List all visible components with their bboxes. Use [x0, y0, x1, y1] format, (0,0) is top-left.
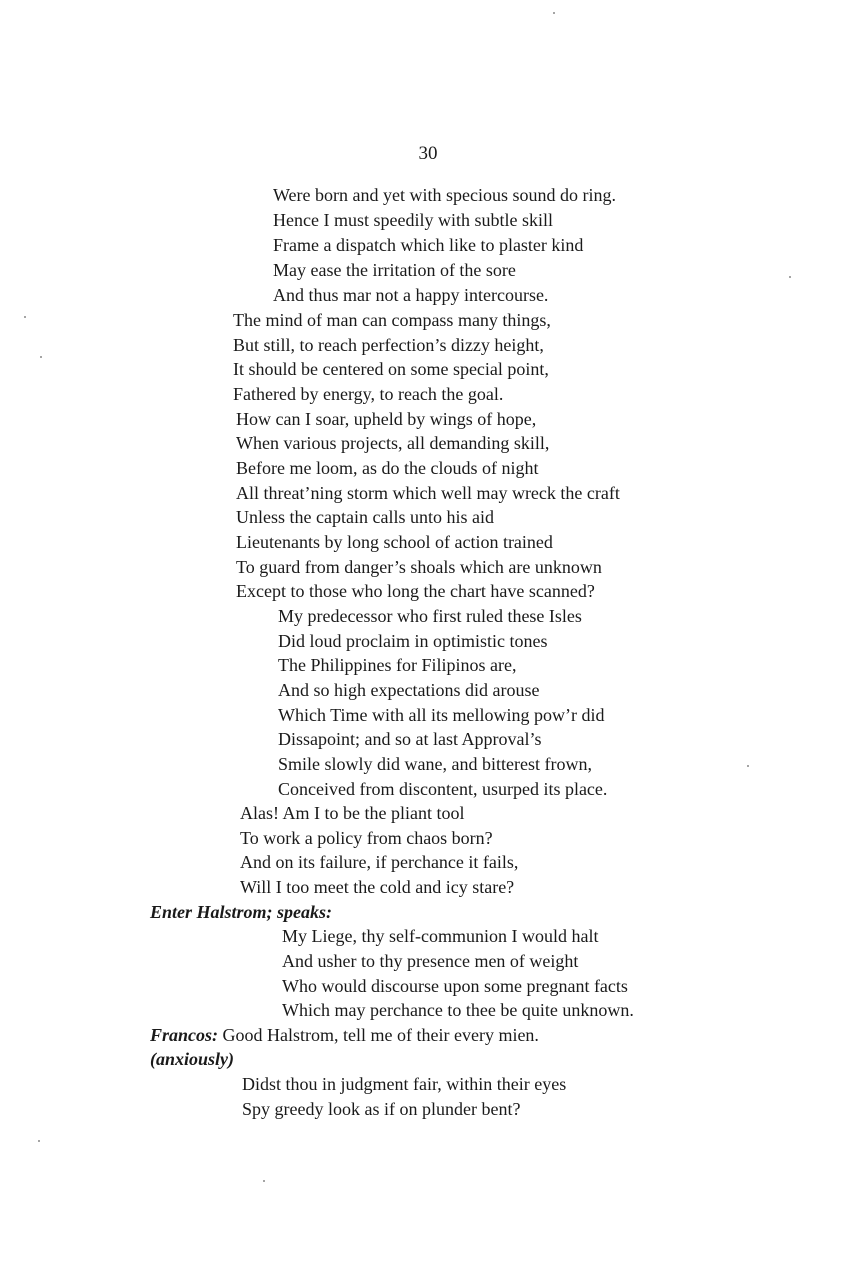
stage-direction: (anxiously) — [150, 1049, 235, 1069]
verse-line: Did loud proclaim in optimistic tones — [278, 631, 548, 651]
verse-line: Dissapoint; and so at last Approval’s — [278, 729, 542, 749]
verse-line: Except to those who long the chart have scanned? — [236, 581, 595, 601]
verse-line: Who would discourse upon some pregnant facts — [282, 976, 628, 996]
verse-line: And usher to thy presence men of weight — [282, 951, 579, 971]
verse-line: Hence I must speedily with subtle skill — [273, 210, 553, 230]
verse-line: Smile slowly did wane, and bitterest frown, — [278, 754, 592, 774]
verse-line: Will I too meet the cold and icy stare? — [240, 877, 515, 897]
verse-line: My predecessor who first ruled these Isles — [278, 606, 582, 626]
verse-line: And so high expectations did arouse — [278, 680, 540, 700]
verse-line: To guard from danger’s shoals which are unknown — [236, 557, 602, 577]
speech-text: Good Halstrom, tell me of their every mien. — [222, 1025, 539, 1045]
verse-line: Before me loom, as do the clouds of night — [236, 458, 539, 478]
scan-speck — [747, 765, 749, 767]
verse-line: Alas! Am I to be the pliant tool — [240, 803, 465, 823]
verse-line: My Liege, thy self-communion I would halt — [282, 926, 599, 946]
speaker-name: Francos: — [150, 1025, 219, 1045]
verse-line: Which Time with all its mellowing pow’r did — [278, 705, 605, 725]
stage-direction: Enter Halstrom; speaks: — [150, 902, 333, 922]
verse-line: The mind of man can compass many things, — [233, 310, 551, 330]
verse-line: Frame a dispatch which like to plaster kind — [273, 235, 584, 255]
page-number: 30 — [418, 143, 438, 164]
scan-speck — [263, 1180, 265, 1182]
verse-line: And on its failure, if perchance it fails, — [240, 852, 519, 872]
verse-line: The Philippines for Filipinos are, — [278, 655, 517, 675]
verse-line: And thus mar not a happy intercourse. — [273, 285, 549, 305]
verse-line: Lieutenants by long school of action trained — [236, 532, 553, 552]
scan-speck — [789, 276, 791, 278]
verse-line: It should be centered on some special point, — [233, 359, 549, 379]
verse-line: All threat’ning storm which well may wreck the craft — [236, 483, 620, 503]
scan-speck — [24, 316, 26, 318]
scan-speck — [38, 1140, 40, 1142]
verse-line: To work a policy from chaos born? — [240, 828, 493, 848]
verse-line: Conceived from discontent, usurped its place. — [278, 779, 608, 799]
verse-line: Unless the captain calls unto his aid — [236, 507, 494, 527]
verse-line: Fathered by energy, to reach the goal. — [233, 384, 504, 404]
verse-line: How can I soar, upheld by wings of hope, — [236, 409, 537, 429]
verse-line: Which may perchance to thee be quite unknown. — [282, 1000, 634, 1020]
verse-line: Didst thou in judgment fair, within their eyes — [242, 1074, 567, 1094]
scan-speck — [40, 356, 42, 358]
verse-line: When various projects, all demanding skill, — [236, 433, 550, 453]
verse-line: May ease the irritation of the sore — [273, 260, 516, 280]
verse-line: Spy greedy look as if on plunder bent? — [242, 1099, 521, 1119]
speech-line — [150, 1024, 539, 1046]
verse-line: Were born and yet with specious sound do ring. — [273, 185, 616, 205]
scan-speck — [553, 12, 555, 14]
verse-line: But still, to reach perfection’s dizzy height, — [233, 335, 544, 355]
